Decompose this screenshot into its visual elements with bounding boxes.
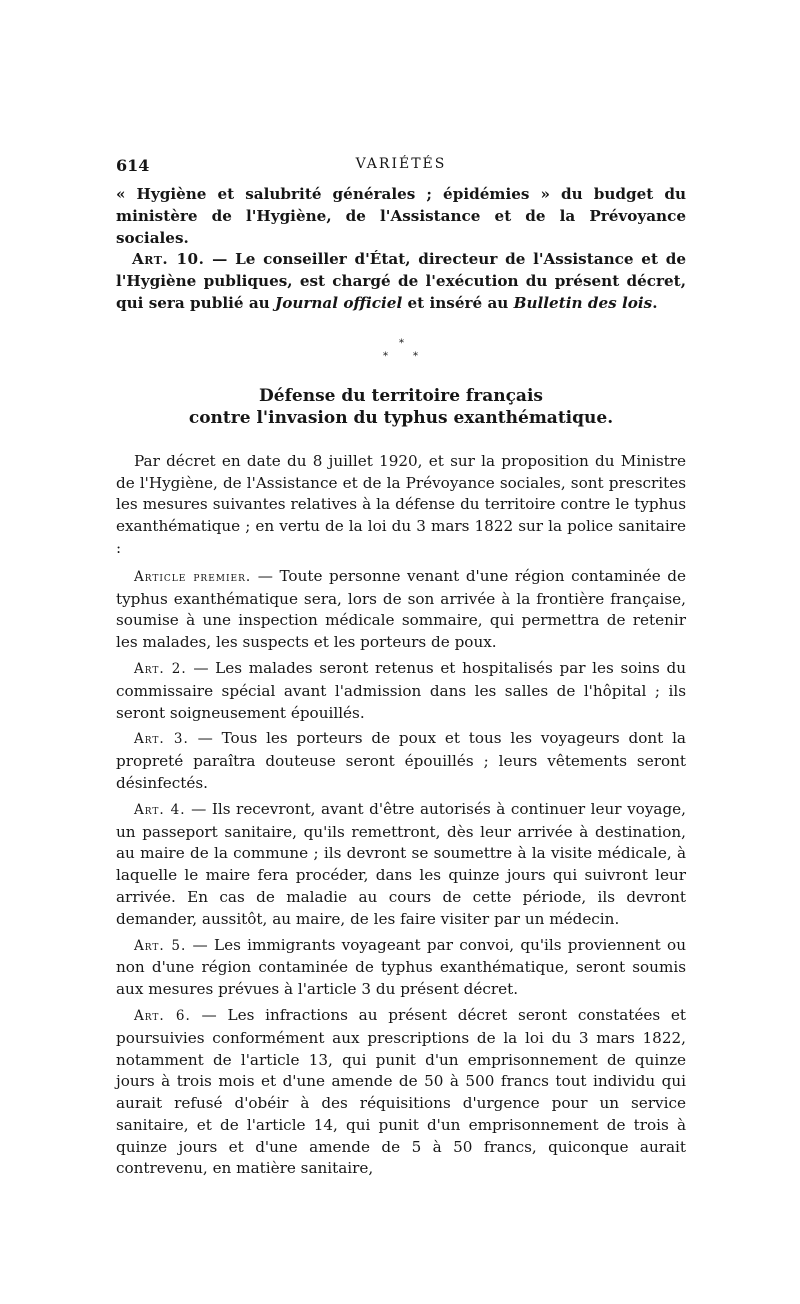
heading-line-1: Défense du territoire français bbox=[259, 385, 543, 406]
article-label: Art. 4. bbox=[134, 801, 186, 818]
page bbox=[116, 150, 686, 1184]
article-text: — Toute personne venant d'une région contaminée de typhus exanthématique sera, lors de son arrivée à la frontière française, soumise à une inspection médicale sommaire, qui permettra de retenir les malades, les suspects et les porteurs de poux. bbox=[116, 566, 686, 652]
article-paragraph bbox=[116, 566, 686, 654]
article-text: — Les immigrants voyageant par convoi, qu'ils proviennent ou non d'une région contaminée de typhus exanthématique, seront soumis aux mesures prévues à l'article 3 du présent décret. bbox=[116, 935, 686, 999]
article-paragraph bbox=[116, 1005, 686, 1180]
article-paragraph bbox=[116, 658, 686, 724]
journal-officiel-title: Journal officiel bbox=[275, 293, 403, 312]
article-paragraph bbox=[116, 728, 686, 794]
heading-line-2: contre l'invasion du typhus exanthématique. bbox=[188, 407, 614, 428]
article-text: — Tous les porteurs de poux et tous les voyageurs dont la propreté paraîtra douteuse seront épouillés ; leurs vêtements seront désinfectés. bbox=[116, 729, 686, 792]
article-label: Art. 6. bbox=[134, 1007, 191, 1024]
article-text: — Les infractions au présent décret seront constatées et poursuivies conformément aux prescriptions de la loi du 3 mars 1822, notamment de l'article 13, qui punit d'un emprisonnement de quinze jours à trois mois et d'une amende de 50 à 500 francs tout individu qui aurait refusé d'obéir à des réquisitions d'urgence pour un service sanitaire, et de l'article 14, qui punit d'un emprisonnement de trois à quinze jours et d'une amende de 5 à 50 francs, quiconque aurait contrevenu, en matière sanitaire, bbox=[116, 1005, 686, 1178]
asterism-divider bbox=[116, 339, 686, 367]
asterism-star: * bbox=[413, 350, 418, 362]
article-label: Art. 3. bbox=[134, 731, 189, 748]
continuation-paragraph: « Hygiène et salubrité générales ; épidémies » du budget du ministère de l'Hygiène, de l'Assistance et de la Prévoyance sociales. bbox=[116, 185, 686, 247]
article-heading bbox=[116, 385, 686, 429]
article-10-text-c: . bbox=[652, 293, 658, 312]
article-paragraph bbox=[116, 935, 686, 1001]
article-10-text-b: et inséré au bbox=[402, 293, 514, 312]
article-text: — Ils recevront, avant d'être autorisés à continuer leur voyage, un passeport sanitaire, qu'ils remettront, dès leur arrivée à destination, au maire de la commune ; ils devront se soumettre à la visite médicale, à laquelle le maire fera procéder, dans les quinze jours qui suivront leur arrivée. En cas de maladie au cours de cette période, ils devront demander, aussitôt, au maire, de les faire visiter par un médecin. bbox=[116, 799, 686, 928]
article-10-label: Art. 10. bbox=[132, 250, 205, 269]
article-label: Art. 5. bbox=[134, 937, 187, 954]
bulletin-des-lois-title: Bulletin des lois bbox=[513, 293, 653, 312]
article-label: Article premier. bbox=[134, 568, 252, 585]
article-10-text-a: — Le conseiller d'État, directeur de l'Assistance et de l'Hygiène publiques, est chargé de l'exécution du présent décret, qui sera publié au bbox=[116, 250, 687, 312]
intro-paragraph: Par décret en date du 8 juillet 1920, et sur la proposition du Ministre de l'Hygiène, de l'Assistance et de la Prévoyance sociales, sont prescrites les mesures suivantes relatives à la défense du territoire contre le typhus exanthématique ; en vertu de la loi du 3 mars 1822 sur la police sanitaire : bbox=[116, 451, 686, 557]
article-paragraph bbox=[116, 799, 686, 931]
running-head bbox=[116, 150, 686, 178]
page-number: 614 bbox=[116, 156, 150, 175]
asterism-star: * bbox=[399, 337, 404, 349]
previous-article-continuation bbox=[116, 184, 686, 315]
section-title: VARIÉTÉS bbox=[355, 156, 447, 172]
article-10-paragraph bbox=[116, 249, 686, 314]
article-label: Art. 2. bbox=[134, 660, 187, 677]
asterism-star: * bbox=[383, 350, 388, 362]
article-text: — Les malades seront retenus et hospitalisés par les soins du commissaire spécial avant l'admission dans les salles de l'hôpital ; ils seront soigneusement épouillés. bbox=[116, 658, 686, 722]
